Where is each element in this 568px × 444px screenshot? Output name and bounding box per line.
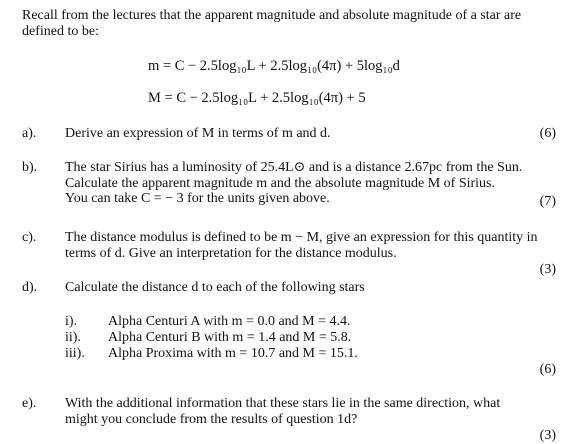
question-b-line-1: The star Sirius has a luminosity of 25.4L⊙ and is a distance 2.67pc from the Sun. [65, 160, 523, 175]
question-c-line-2: terms of d. Give an interpretation for the distance modulus. [65, 245, 397, 261]
question-d-sub-iii-text: Alpha Proxima with m = 10.7 and M = 15.1. [108, 346, 358, 361]
question-c-marks: (3) [539, 262, 556, 277]
question-e-line-2: might you conclude from the results of question 1d? [65, 411, 358, 427]
question-b-line-2: Calculate the apparent magnitude m and the absolute magnitude M of Sirius. [65, 175, 496, 191]
equation-absolute-magnitude: M = C − 2.5log₁₀L + 2.5log₁₀(4π) + 5 [148, 90, 366, 106]
question-d-sub-iii-label: iii). [65, 346, 85, 361]
question-e-line-1: With the additional information that these stars lie in the same direction, what [65, 396, 501, 411]
question-d-sub-i-text: Alpha Centuri A with m = 0.0 and M = 4.4. [108, 314, 351, 329]
question-c-text [65, 230, 538, 261]
intro-paragraph [22, 8, 521, 40]
question-d-text [65, 280, 365, 296]
question-a-marks: (6) [539, 126, 556, 141]
question-b-line-3: You can take C = − 3 for the units given above. [65, 191, 330, 206]
question-b-label: b). [22, 160, 38, 175]
question-d-marks: (6) [539, 362, 556, 377]
question-d-sub-ii-label: ii). [65, 330, 81, 345]
question-e-marks: (3) [539, 428, 556, 443]
question-c-label: c). [22, 230, 37, 245]
question-d-sub-i-label: i). [65, 314, 78, 329]
question-e-label: e). [22, 396, 37, 411]
question-b-text [65, 160, 522, 207]
intro-line-1: Recall from the lectures that the apparent magnitude and absolute magnitude of a star are [22, 8, 522, 23]
equation-apparent-magnitude: m = C − 2.5log₁₀L + 2.5log₁₀(4π) + 5log₁₀d [148, 58, 400, 74]
question-c-line-1: The distance modulus is defined to be m − M, give an expression for this quantity in [65, 230, 538, 245]
question-d-line-1: Calculate the distance d to each of the following stars [65, 280, 365, 295]
question-d-sub-ii-text: Alpha Centuri B with m = 1.4 and M = 5.8. [108, 330, 352, 345]
question-a-line-1: Derive an expression of M in terms of m and d. [65, 126, 331, 141]
question-b-marks: (7) [539, 194, 556, 209]
intro-line-2: defined to be: [22, 24, 99, 39]
question-d-label: d). [22, 280, 38, 295]
question-e-text [65, 396, 500, 427]
question-a-text [65, 126, 331, 142]
question-a-label: a). [22, 126, 37, 141]
